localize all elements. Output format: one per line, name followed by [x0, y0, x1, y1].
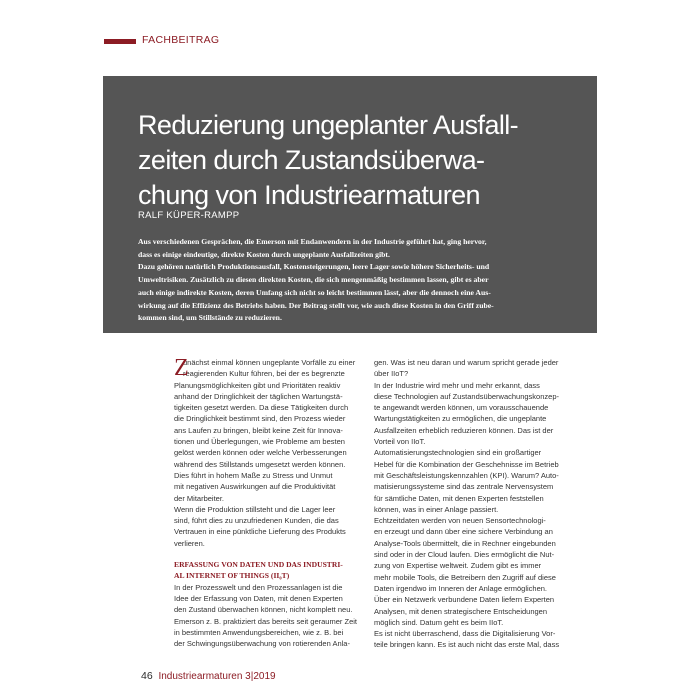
body-line: mit Geschäftsleistungskennzahlen (KPI). Warum? Auto-	[374, 470, 559, 480]
body-line: können, was in einer Anlage passiert.	[374, 504, 499, 514]
body-line: matisierungssysteme sind das zentrale Nervensystem	[374, 482, 554, 492]
body-line: während des Stillstands umgesetzt werden können.	[174, 459, 346, 469]
body-column-left	[174, 357, 365, 649]
body-line: in bestimmten Anwendungsbereichen, wie z. B. bei	[174, 627, 344, 637]
lead-line: Dazu gehören natürlich Produktionsausfall, Kostensteigerungen, leere Lager sowie höhere Sicherheits- und	[138, 262, 490, 272]
body-line: über IIoT?	[374, 369, 409, 379]
author: RALF KÜPER-RAMPP	[138, 210, 240, 221]
body-line: Idee der Erfassung von Daten, mit denen Experten	[174, 593, 343, 603]
lead-line: Aus verschiedenen Gesprächen, die Emerson mit Endanwendern in der Industrie geführt hat, ging hervor,	[138, 237, 487, 246]
lead-line: dass es einige eindeutige, direkte Kosten durch ungeplante Ausfallzeiten gibt.	[138, 249, 390, 259]
page-footer	[141, 670, 276, 682]
body-line: unächst einmal können ungeplante Vorfälle zu einer	[183, 358, 356, 367]
body-line: reagierenden Kultur führen, bei der es begrenzte	[183, 369, 345, 379]
body-line: en erzeugt und dann über eine sichere Verbindung an	[374, 527, 553, 537]
drop-cap: Z	[174, 355, 189, 381]
body-line: Über ein Netzwerk verbundene Daten liefern Experten	[374, 595, 555, 605]
body-line: mehr mobile Tools, die Betreibern den Zugriff auf diese	[374, 572, 556, 582]
body-line: Analyse-Tools übermittelt, die in Rechner eingebunden	[374, 538, 556, 548]
body-text	[174, 380, 365, 549]
body-line: für sämtliche Daten, mit denen Experten feststellen	[374, 493, 544, 503]
body-line: die Dringlichkeit bestimmt sind, den Prozess wieder	[174, 414, 346, 424]
body-line: den Zustand überwachen können, nicht komplett neu.	[174, 605, 353, 615]
article-title	[138, 108, 588, 213]
body-line: Automatisierungstechnologien sind ein großartiger	[374, 448, 542, 458]
body-line: Echtzeitdaten werden von neuen Sensortechnologi-	[374, 516, 546, 526]
page-number: 46	[141, 670, 153, 682]
body-line: te angewandt werden können, um vorausschauende	[374, 403, 549, 413]
body-line: der Schwingungsüberwachung von rotierenden Anla-	[174, 639, 350, 649]
body-line: Vertrauen in eine pünktliche Lieferung des Produkts	[174, 527, 346, 537]
body-line: Ausfallzeiten erheblich reduzieren können. Das ist der	[374, 425, 554, 435]
body-line: Emerson z. B. praktiziert das bereits seit geraumer Zeit	[174, 616, 357, 626]
body-line: sind, führt dies zu unzufriedenen Kunden, die das	[174, 516, 339, 526]
journal-name: Industriearmaturen 3|2019	[158, 671, 276, 682]
body-line: anhand der Dringlichkeit der täglichen Wartungstä-	[174, 391, 343, 401]
body-line: Hebel für die Kombination der Geschehnisse im Betrieb	[374, 459, 559, 469]
title-line: Reduzierung ungeplanter Ausfall-	[138, 110, 519, 141]
body-line: sind oder in der Cloud laufen. Dies ermöglicht die Nut-	[374, 550, 555, 560]
body-line: Daten irgendwo im Inneren der Anlage ermöglichen.	[374, 583, 548, 593]
body-line: gelöst werden können oder welche Verbesserungen	[174, 448, 347, 458]
opening-paragraph	[174, 357, 365, 380]
body-line: gen. Was ist neu daran und warum spricht gerade jeder	[374, 358, 559, 367]
title-line: zeiten durch Zustandsüberwa-	[138, 145, 485, 176]
body-line: Wenn die Produktion stillsteht und die Lager leer	[174, 504, 336, 514]
body-line: tigkeiten gesetzt werden. Da diese Tätigkeiten durch	[174, 403, 349, 413]
title-banner	[103, 76, 597, 333]
lead-line: kommen sind, um Stillstände zu reduzieren.	[138, 313, 282, 323]
body-line: Dies führt in hohem Maße zu Stress und Unmut	[174, 470, 333, 480]
title-line: chung von Industriearmaturen	[138, 180, 480, 211]
body-line: In der Prozesswelt und den Prozessanlagen ist die	[174, 582, 343, 592]
body-line: möglich sind. Datum geht es beim IIoT.	[374, 617, 504, 627]
body-line: tionen und Überlegungen, wie Probleme am besten	[174, 437, 345, 447]
section-heading	[174, 559, 365, 582]
body-line: Es ist nicht überraschend, dass die Digitalisierung Vor-	[374, 629, 556, 639]
body-line: der Mitarbeiter.	[174, 493, 225, 503]
body-column-right	[374, 357, 565, 651]
heading-line: ERFASSUNG VON DATEN UND DAS INDUSTRI-	[174, 560, 343, 570]
heading-line: AL INTERNET OF THINGS (II₀T)	[174, 571, 290, 581]
body-line: teile bringen kann. Es ist auch nicht das erste Mal, dass	[374, 640, 560, 650]
body-text	[374, 357, 565, 651]
body-line: Analysen, mit denen strategischere Entscheidungen	[374, 606, 548, 616]
body-line: In der Industrie wird mehr und mehr erkannt, dass	[374, 380, 540, 390]
section-kicker: FACHBEITRAG	[142, 34, 220, 46]
lead-line: wirkung auf die Effizienz des Betriebs haben. Der Beitrag stellt vor, wie auch diese Kosten in den Griff zube-	[138, 300, 494, 310]
body-line: zung von Expertise weltweit. Zudem gibt es immer	[374, 561, 542, 571]
lead-line: Umweltrisiken. Zusätzlich zu diesen direkten Kosten, die sich mengenmäßig bestimmen lassen, gibt es aber	[138, 275, 489, 285]
body-line: mit negativen Auswirkungen auf die Produktivität	[174, 482, 336, 492]
body-line: Vorteil von IIoT.	[374, 437, 426, 447]
lead-paragraph	[138, 236, 590, 325]
body-line: verlieren.	[174, 538, 205, 548]
body-text	[174, 582, 365, 650]
lead-line: auch einige indirekte Kosten, deren Umfang sich nicht so leicht bestimmen lässt, aber die dennoch eine Aus-	[138, 287, 491, 297]
body-line: Wartungstätigkeiten zu ermöglichen, die ungeplante	[374, 414, 547, 424]
body-line: ans Laufen zu bringen, bleibt keine Zeit für Innova-	[174, 425, 343, 435]
kicker-rule	[104, 39, 136, 44]
body-line: Planungsmöglichkeiten gibt und Prioritäten reaktiv	[174, 380, 341, 390]
body-line: diese Technologien auf Zustandsüberwachungskonzep-	[374, 391, 559, 401]
